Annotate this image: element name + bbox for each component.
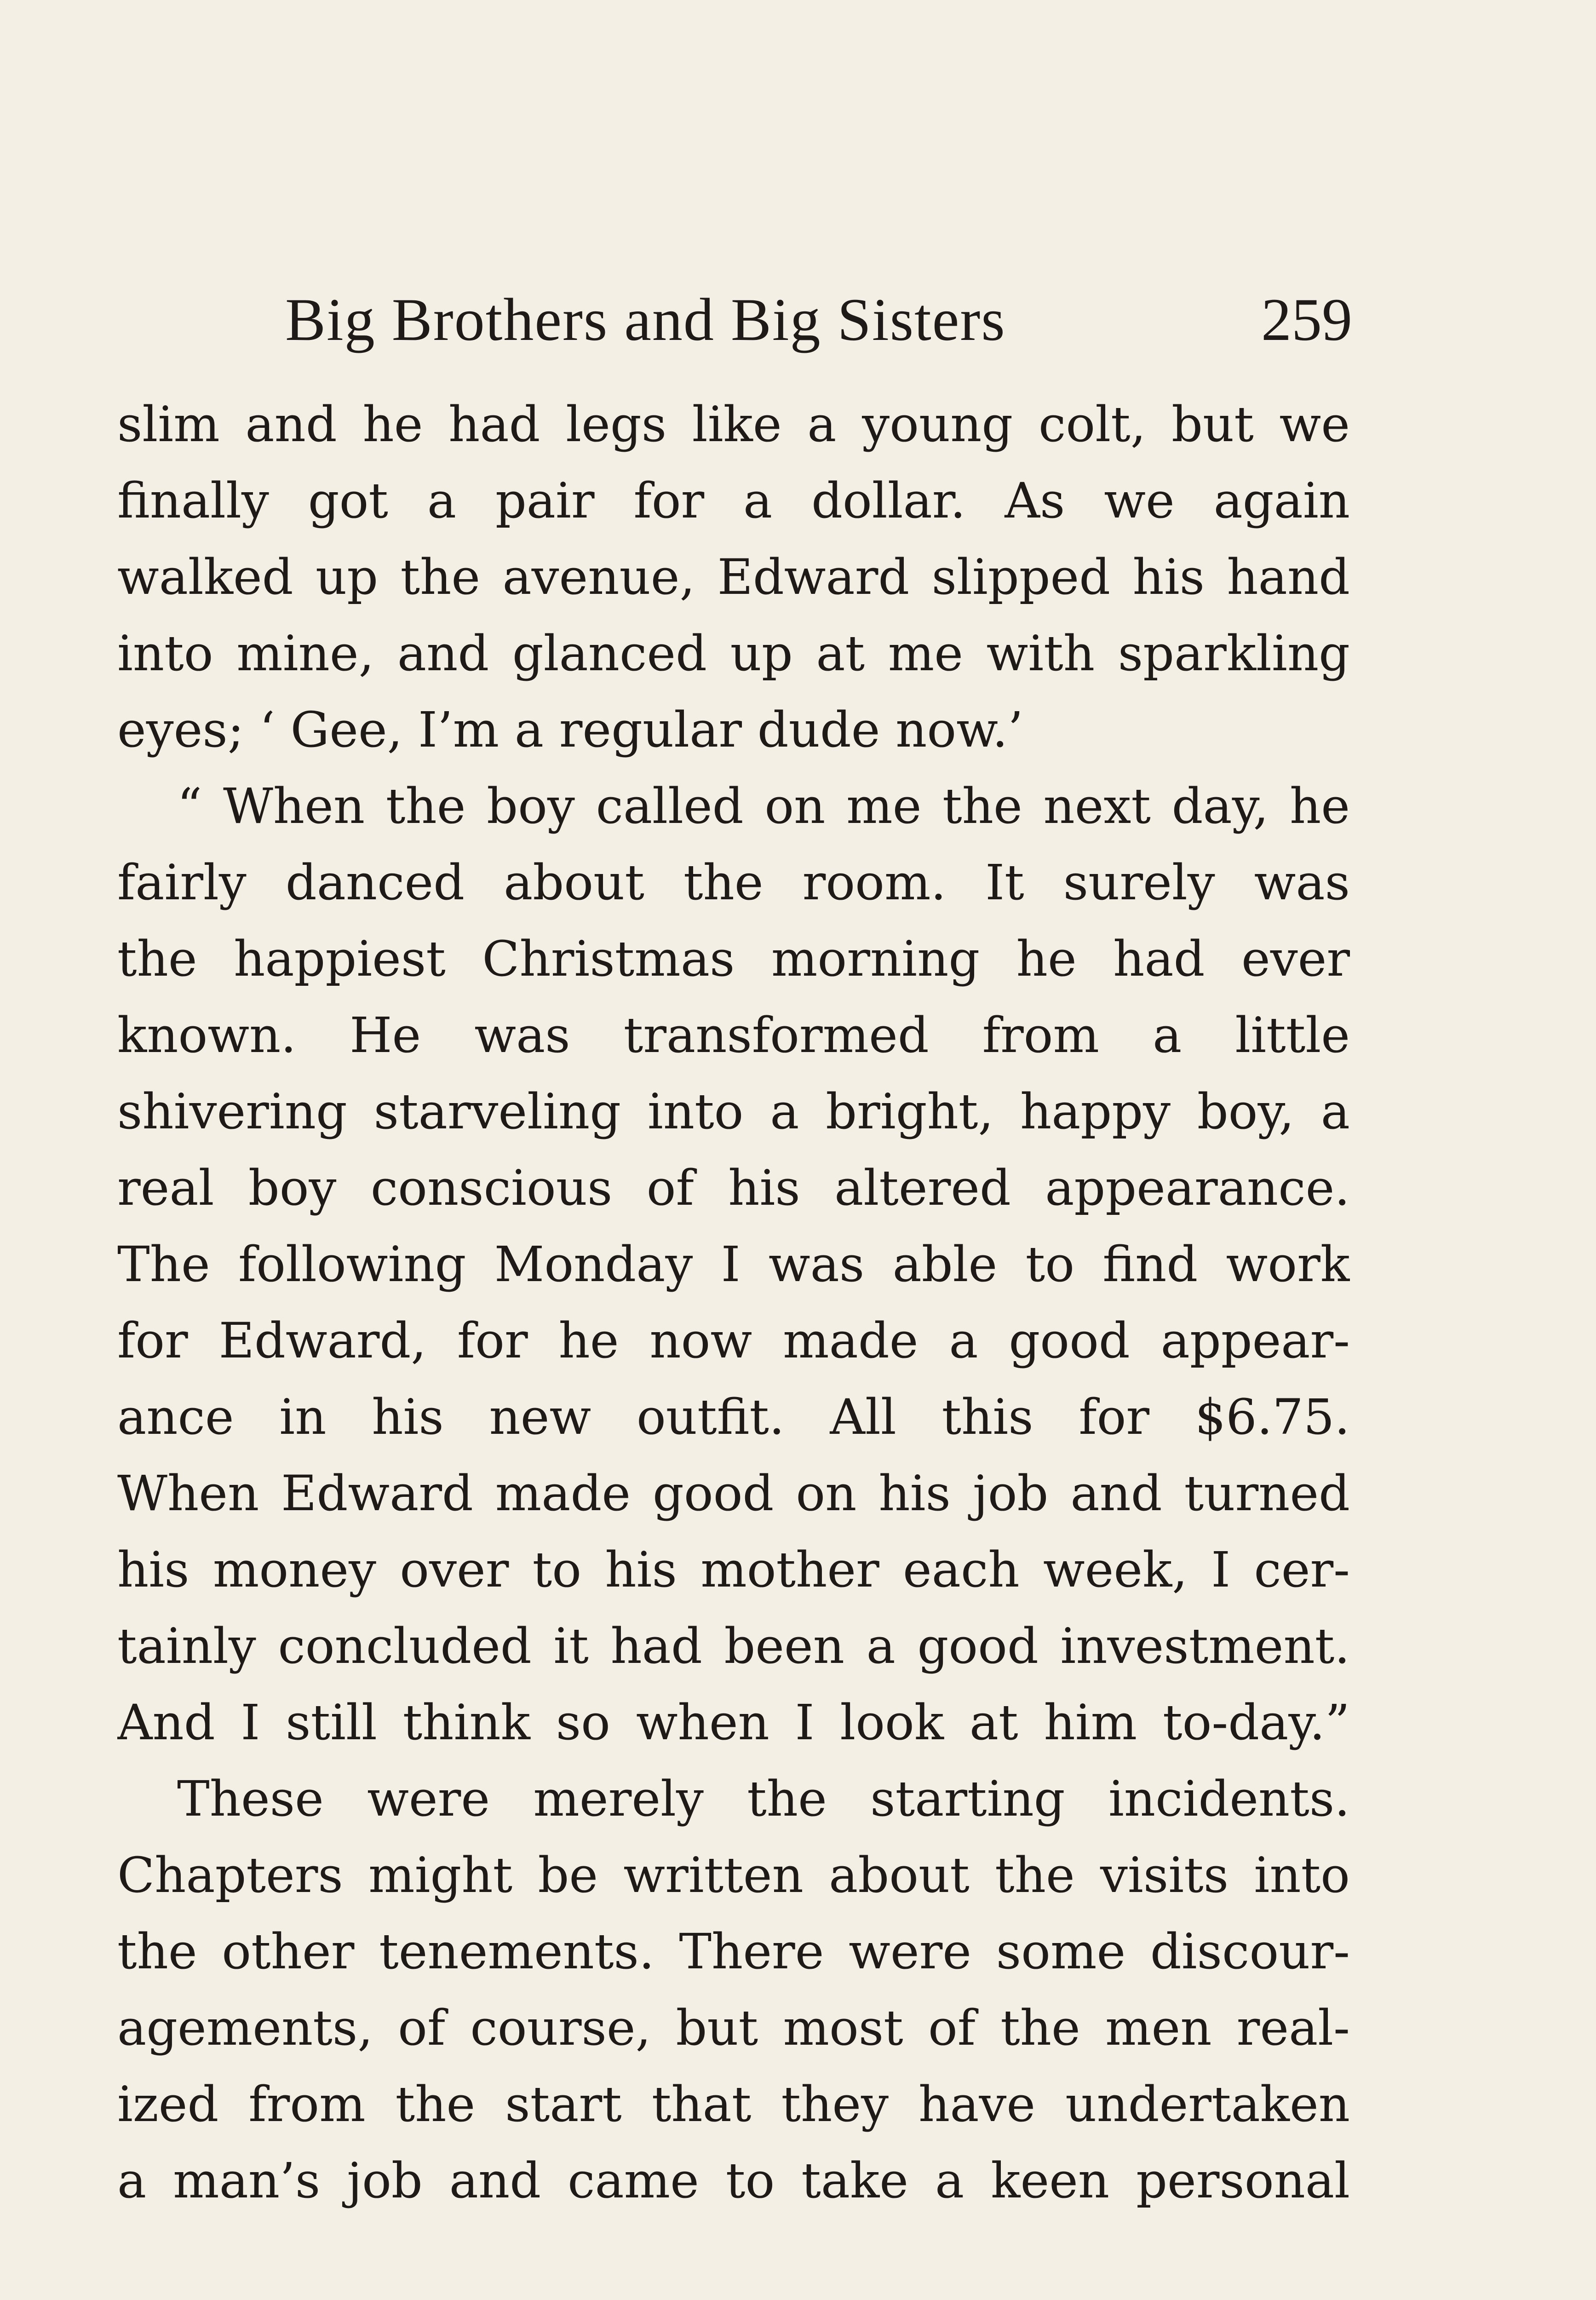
- body-text: [117, 386, 1350, 2209]
- running-head: [285, 281, 1352, 359]
- text-line: These were merely the starting incidents.: [177, 1771, 1350, 1827]
- text-line: ance in his new outfit. All this for $6.75.: [117, 1389, 1350, 1445]
- text-line: the other tenements. There were some discour-: [117, 1923, 1350, 1980]
- text-line: “ When the boy called on me the next day, he: [177, 778, 1350, 834]
- text-line: slim and he had legs like a young colt, but we: [117, 396, 1350, 453]
- text-line: his money over to his mother each week, I cer-: [117, 1541, 1350, 1598]
- text-line: The following Monday I was able to find work: [117, 1236, 1350, 1293]
- text-line: real boy conscious of his altered appearance.: [117, 1160, 1350, 1216]
- text-line: fairly danced about the room. It surely was: [117, 854, 1350, 911]
- text-line: the happiest Christmas morning he had ever: [117, 931, 1350, 987]
- text-line: eyes; ‘ Gee, I’m a regular dude now.’: [117, 702, 1023, 758]
- running-title: Big Brothers and Big Sisters: [285, 286, 1006, 353]
- text-line: And I still think so when I look at him to-day.”: [117, 1694, 1350, 1751]
- text-line: ized from the start that they have undertaken: [117, 2076, 1350, 2133]
- text-line: tainly concluded it had been a good investment.: [117, 1618, 1350, 1674]
- text-line: for Edward, for he now made a good appear-: [117, 1312, 1350, 1369]
- text-line: shivering starveling into a bright, happy boy, a: [117, 1083, 1350, 1140]
- page-number: 259: [1261, 286, 1352, 353]
- text-line: When Edward made good on his job and turned: [117, 1465, 1350, 1522]
- text-line: into mine, and glanced up at me with sparkling: [117, 625, 1350, 682]
- text-line: finally got a pair for a dollar. As we again: [117, 472, 1350, 529]
- text-line: agements, of course, but most of the men real-: [117, 2000, 1350, 2056]
- text-line: Chapters might be written about the visits into: [117, 1847, 1350, 1903]
- text-line: a man’s job and came to take a keen personal: [117, 2152, 1350, 2209]
- text-line: walked up the avenue, Edward slipped his hand: [117, 549, 1350, 605]
- text-line: known. He was transformed from a little: [117, 1007, 1350, 1064]
